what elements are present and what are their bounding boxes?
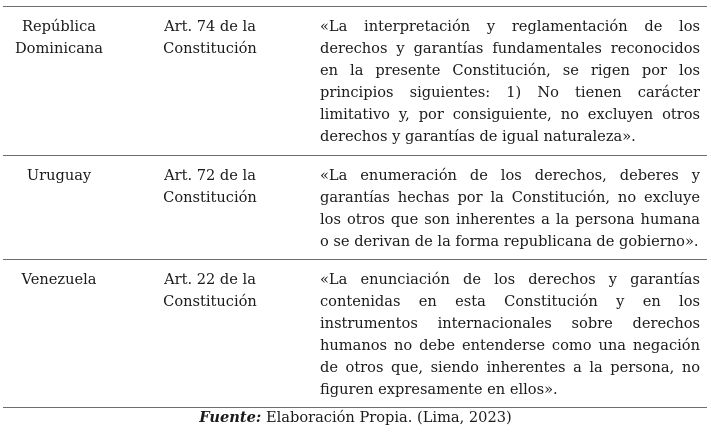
- country-name-line: Dominicana: [14, 40, 104, 57]
- article-cell: [153, 16, 267, 60]
- source-caption: [0, 408, 711, 428]
- table-top-rule: [3, 6, 707, 7]
- country-cell: [3, 269, 115, 291]
- article-line: Constitución: [163, 40, 257, 57]
- article-line: Art. 72 de la: [164, 167, 256, 184]
- country-cell: [3, 165, 115, 187]
- country-name-line: Venezuela: [21, 271, 97, 288]
- article-line: Art. 22 de la: [164, 271, 256, 288]
- article-cell: [153, 165, 267, 209]
- quote-cell: «La enumeración de los derechos, deberes y garantías hechas por la Constitución, no excluye los otros que son inherentes a la persona humana o se derivan de la forma republicana de gobierno».: [320, 167, 700, 250]
- row-divider: [3, 155, 707, 156]
- quote-cell: «La interpretación y reglamentación de los derechos y garantías fundamentales reconocidos en la presente Constitución, se rigen por los principios siguientes: 1) No tienen carácter limitativo y, por consiguiente, no excluyen otros derechos y garantías de igual naturaleza».: [320, 18, 700, 145]
- country-cell: [3, 16, 115, 60]
- article-line: Art. 74 de la: [164, 18, 256, 35]
- quote-cell: «La enunciación de los derechos y garantías contenidas en esta Constitución y en los instrumentos internacionales sobre derechos humanos no debe entenderse como una negación de otros que, siendo inherentes a la persona, no figuren expresamente en ellos».: [320, 271, 700, 398]
- country-name-line: República: [22, 18, 96, 35]
- article-cell: [153, 269, 267, 313]
- source-label: Fuente:: [199, 409, 262, 426]
- country-name-line: Uruguay: [26, 167, 92, 184]
- row-divider: [3, 259, 707, 260]
- article-line: Constitución: [163, 189, 257, 206]
- source-text: Elaboración Propia. (Lima, 2023): [261, 409, 512, 426]
- article-line: Constitución: [163, 293, 257, 310]
